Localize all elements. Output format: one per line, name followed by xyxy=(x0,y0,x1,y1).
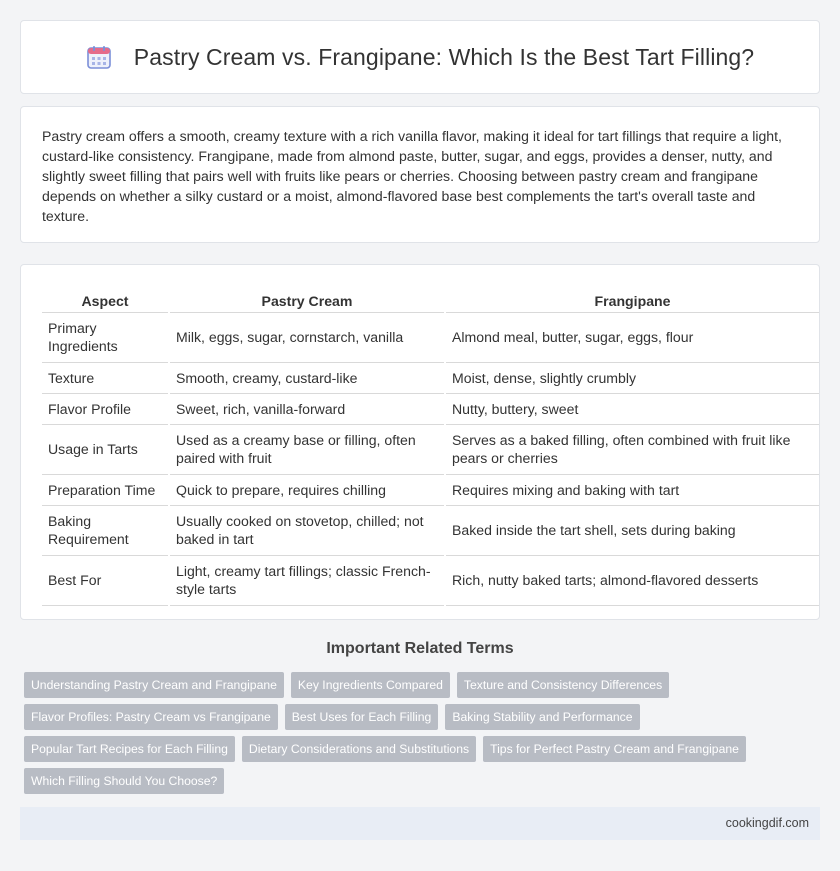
related-terms-tags xyxy=(24,672,824,800)
tag-row xyxy=(24,768,824,794)
row-pastry-cream: Sweet, rich, vanilla-forward xyxy=(169,393,445,424)
row-frangipane: Baked inside the tart shell, sets during baking xyxy=(445,505,819,555)
tag-row xyxy=(24,704,824,730)
table-row xyxy=(42,312,819,362)
table-header-row xyxy=(42,285,819,312)
related-tag[interactable]: Popular Tart Recipes for Each Filling xyxy=(24,736,235,762)
row-aspect: Flavor Profile xyxy=(42,393,169,424)
row-pastry-cream: Milk, eggs, sugar, cornstarch, vanilla xyxy=(169,312,445,362)
title-row xyxy=(21,21,819,93)
table-row xyxy=(42,505,819,555)
row-aspect: Preparation Time xyxy=(42,474,169,505)
row-frangipane: Moist, dense, slightly crumbly xyxy=(445,362,819,393)
row-aspect: Texture xyxy=(42,362,169,393)
row-pastry-cream: Quick to prepare, requires chilling xyxy=(169,474,445,505)
row-frangipane: Almond meal, butter, sugar, eggs, flour xyxy=(445,312,819,362)
tag-row xyxy=(24,672,824,698)
row-aspect: Primary Ingredients xyxy=(42,312,169,362)
row-pastry-cream: Used as a creamy base or filling, often paired with fruit xyxy=(169,424,445,474)
page-title: Pastry Cream vs. Frangipane: Which Is the Best Tart Filling? xyxy=(133,43,755,70)
intro-paragraph: Pastry cream offers a smooth, creamy texture with a rich vanilla flavor, making it ideal for tart fillings that require a light, custard-like consistency. Frangipane, made from almond paste, butter, sugar, and eggs, provides a denser, nutty, and slightly sweet filling that pairs well with fruits like pears or cherries. Choosing between pastry cream and frangipane depends on whether a silky custard or a moist, almond-flavored base best complements the tart's overall taste and texture. xyxy=(42,128,782,224)
row-frangipane: Requires mixing and baking with tart xyxy=(445,474,819,505)
tag-row xyxy=(24,736,824,762)
header-frangipane: Frangipane xyxy=(445,285,819,312)
related-tag[interactable]: Key Ingredients Compared xyxy=(291,672,450,698)
related-tag[interactable]: Flavor Profiles: Pastry Cream vs Frangipane xyxy=(24,704,278,730)
comparison-table-card xyxy=(20,264,820,620)
footer xyxy=(20,807,820,840)
row-pastry-cream: Light, creamy tart fillings; classic French-style tarts xyxy=(169,555,445,605)
row-aspect: Baking Requirement xyxy=(42,505,169,555)
related-tag[interactable]: Best Uses for Each Filling xyxy=(285,704,439,730)
calendar-icon xyxy=(86,44,112,70)
related-tag[interactable]: Dietary Considerations and Substitutions xyxy=(242,736,476,762)
table-row xyxy=(42,393,819,424)
related-tag[interactable]: Baking Stability and Performance xyxy=(445,704,639,730)
related-tag[interactable]: Tips for Perfect Pastry Cream and Frangipane xyxy=(483,736,746,762)
row-aspect: Best For xyxy=(42,555,169,605)
related-terms-title: Important Related Terms xyxy=(326,640,514,657)
header-aspect: Aspect xyxy=(42,285,169,312)
row-frangipane: Nutty, buttery, sweet xyxy=(445,393,819,424)
title-card xyxy=(20,20,820,94)
table-row xyxy=(42,555,819,605)
row-frangipane: Serves as a baked filling, often combined with fruit like pears or cherries xyxy=(445,424,819,474)
related-tag[interactable]: Understanding Pastry Cream and Frangipane xyxy=(24,672,284,698)
table-row xyxy=(42,474,819,505)
table-row xyxy=(42,424,819,474)
row-pastry-cream: Smooth, creamy, custard-like xyxy=(169,362,445,393)
row-pastry-cream: Usually cooked on stovetop, chilled; not baked in tart xyxy=(169,505,445,555)
header-pastry-cream: Pastry Cream xyxy=(169,285,445,312)
footer-site-link[interactable]: cookingdif.com xyxy=(725,816,809,830)
related-tag[interactable]: Texture and Consistency Differences xyxy=(457,672,669,698)
row-aspect: Usage in Tarts xyxy=(42,424,169,474)
table-row xyxy=(42,362,819,393)
intro-card xyxy=(20,106,820,243)
related-tag[interactable]: Which Filling Should You Choose? xyxy=(24,768,224,794)
row-frangipane: Rich, nutty baked tarts; almond-flavored desserts xyxy=(445,555,819,605)
comparison-table xyxy=(42,285,819,606)
